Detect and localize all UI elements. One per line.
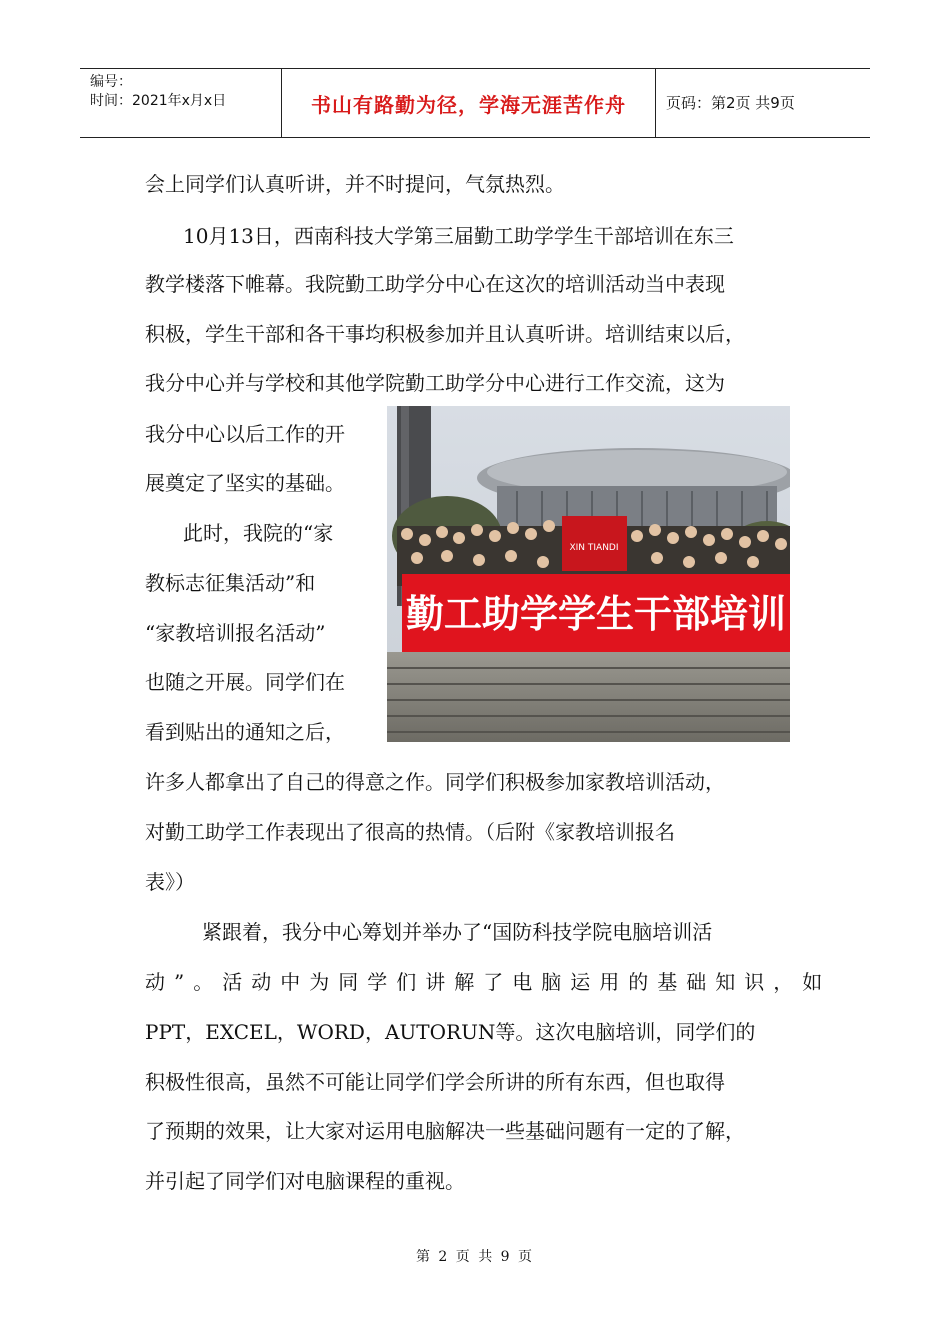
text-line: “家教培训报名活动” [145,621,326,645]
number-label: 编号： [90,74,132,90]
text-line: 会上同学们认真听讲，并不时提问，气氛热烈。 [145,172,565,196]
text-line: 看到贴出的通知之后， [145,720,345,744]
text-line: 我分中心并与学校和其他学院勤工助学分中心进行工作交流，这为 [145,371,725,395]
text-line: 教学楼落下帷幕。我院勤工助学分中心在这次的培训活动当中表现 [145,272,725,296]
text-line: 积极，学生干部和各干事均积极参加并且认真听讲。培训结束以后， [145,322,745,346]
document-header [80,68,870,138]
text-line: 了预期的效果，让大家对运用电脑解决一些基础问题有一定的了解， [145,1119,745,1143]
text-line: 展奠定了坚实的基础。 [145,471,345,495]
page-info: 页码：第2页 共9页 [666,94,795,112]
header-left-cell [80,69,280,137]
flag-text: XIN TIANDI [569,543,619,553]
text-line: 我分中心以后工作的开 [145,422,345,446]
text-line: 积极性很高，虽然不可能让同学们学会所讲的所有东西，但也取得 [145,1070,725,1094]
text-line: 也随之开展。同学们在 [145,670,345,694]
text-line: 表》） [145,870,195,894]
text-line: 此时，我院的“家 [183,521,334,545]
text-line: 并引起了同学们对电脑课程的重视。 [145,1169,465,1193]
text-line: PPT，EXCEL，WORD，AUTORUN等。这次电脑培训，同学们的 [145,1020,756,1044]
text-line: 许多人都拿出了自己的得意之作。同学们积极参加家教培训活动， [145,770,725,794]
page-footer: 第 2 页 共 9 页 [415,1249,535,1265]
group-photo [387,406,790,742]
header-motto-cell [281,69,656,137]
header-page-cell [656,69,870,137]
banner-text: 勤工助学学生干部培训 [405,592,787,636]
text-line: 动”。活动中为同学们讲解了电脑运用的基础知识，如 [145,970,832,994]
text-line: 10月13日，西南科技大学第三届勤工助学学生干部培训在东三 [183,224,734,248]
text-line: 对勤工助学工作表现出了很高的热情。（后附《家教培训报名 [145,820,675,844]
time-label: 时间：2021年x月x日 [90,93,227,109]
text-line: 紧跟着，我分中心筹划并举办了“国防科技学院电脑培训活 [202,920,713,944]
motto-text: 书山有路勤为径，学海无涯苦作舟 [311,92,626,117]
text-line: 教标志征集活动”和 [145,571,316,595]
